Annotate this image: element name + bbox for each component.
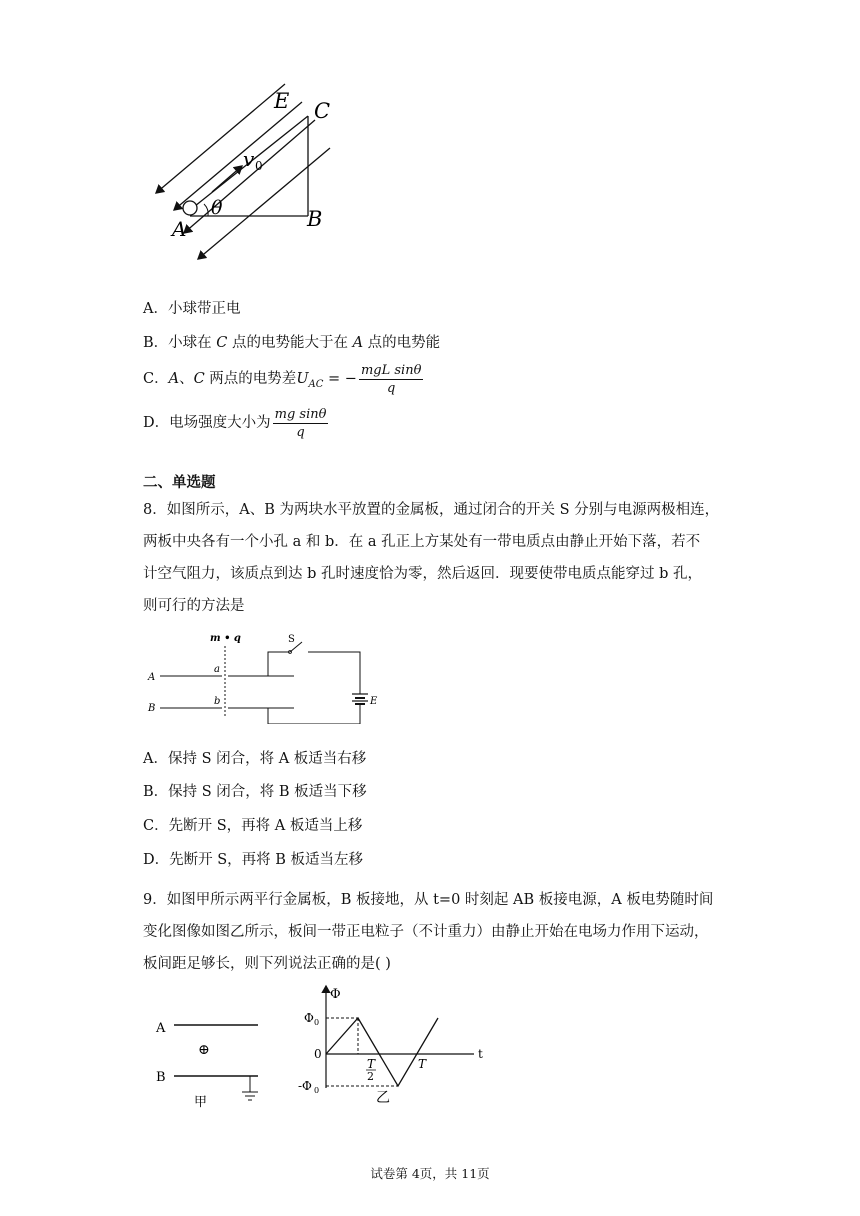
wire-b: [268, 704, 360, 724]
q7-option-c-var: A: [168, 371, 180, 387]
q9-line: 变化图像如图乙所示，板间一带正电粒子（不计重力）由静止开始在电场力作用下运动，: [143, 924, 709, 940]
label-E: E: [274, 89, 290, 113]
particle: ⊕: [198, 1042, 210, 1058]
q7-option-d: [143, 405, 328, 441]
label-zero: 0: [314, 1047, 322, 1061]
label-mq: m • q: [210, 633, 241, 644]
fraction-numerator: mg sinθ: [274, 406, 327, 422]
label-B: B: [307, 207, 323, 231]
label-T: T: [418, 1057, 427, 1071]
q7-option-b-var: C: [216, 335, 228, 351]
q7-option-b-var: A: [352, 335, 364, 351]
q7-option-c-text: 、: [179, 371, 194, 387]
q8-option-c: C．先断开 S，再将 A 板适当上移: [143, 818, 363, 834]
velocity-arrow: [212, 166, 242, 192]
label-T2-num: T: [367, 1057, 376, 1071]
figure-q9-plates: [150, 1010, 270, 1110]
wire-top: [308, 652, 360, 694]
q7-option-c-text: 两点的电势差: [204, 371, 297, 387]
q7-option-c-text: = −: [323, 371, 357, 387]
q9-stem: [143, 884, 723, 980]
label-neg-phi0: -Φ: [298, 1079, 312, 1093]
q8-stem: [143, 494, 723, 622]
fraction-numerator: mgL sinθ: [360, 362, 422, 378]
field-line: [174, 102, 302, 210]
q8-option-b: B．保持 S 闭合，将 B 板适当下移: [143, 784, 367, 800]
label-A: A: [148, 672, 156, 683]
fraction-denominator: q: [387, 380, 396, 396]
potential-curve: [326, 1018, 438, 1086]
q7-option-d-fraction: [273, 406, 329, 441]
q7-option-c-fraction: [359, 362, 423, 397]
q8-option-a: A．保持 S 闭合，将 A 板适当右移: [143, 751, 367, 767]
label-a: a: [214, 664, 220, 675]
q8-line: 则可行的方法是: [143, 598, 245, 614]
ball: [183, 201, 197, 215]
q8-line: 两板中央各有一个小孔 a 和 b．在 a 孔正上方某处有一带电质点由静止开始下落，若不: [143, 534, 701, 550]
q9-line: 板间距足够长，则下列说法正确的是( ): [143, 956, 391, 972]
q7-option-c: [143, 361, 423, 403]
label-theta: θ: [211, 197, 223, 219]
label-t: t: [478, 1047, 483, 1061]
label-E: E: [370, 696, 378, 707]
q7-option-d-text: D．电场强度大小为: [143, 415, 271, 431]
label-B: B: [148, 703, 156, 714]
field-line: [156, 84, 285, 193]
label-neg-phi0-sub: 0: [314, 1086, 320, 1095]
label-v-sub: 0: [255, 159, 263, 173]
section-heading: 二、单选题: [143, 475, 216, 491]
q7-option-c-var: C: [193, 371, 205, 387]
q7-option-c-text: C．: [143, 371, 169, 387]
figure-q8-circuit: [140, 628, 390, 724]
q8-line: 8．如图所示，A、B 为两块水平放置的金属板，通过闭合的开关 S 分别与电源两极相连，: [143, 502, 720, 518]
label-T2-den: 2: [367, 1070, 374, 1083]
label-S: S: [288, 634, 295, 645]
q7-option-b-text: B．小球在: [143, 335, 217, 351]
label-phi0: Φ: [304, 1011, 314, 1025]
label-b: b: [214, 696, 221, 707]
q7-option-c-var: U: [296, 371, 309, 387]
q8-line: 计空气阻力，该质点到达 b 孔时速度恰为零，然后返回．现要使带电质点能穿过 b 孔，: [143, 566, 702, 582]
q8-option-d: D．先断开 S，再将 B 板适当左移: [143, 852, 364, 868]
fraction-denominator: q: [296, 424, 305, 440]
q7-option-b: [143, 333, 440, 353]
label-C: C: [314, 99, 331, 123]
label-A: A: [172, 217, 187, 241]
q7-option-b-text: 点的电势能大于在: [227, 335, 353, 351]
label-B: B: [156, 1070, 166, 1085]
label-jia: 甲: [194, 1095, 208, 1110]
label-phi: Φ: [330, 987, 341, 1002]
page-footer: 试卷第 4页，共 11页: [370, 1166, 490, 1181]
q7-option-b-text: 点的电势能: [363, 335, 441, 351]
q7-option-a: A．小球带正电: [143, 301, 241, 317]
label-A: A: [156, 1021, 166, 1036]
label-phi0-sub: 0: [314, 1018, 320, 1027]
q9-line: 9．如图甲所示两平行金属板，B 板接地，从 t=0 时刻起 AB 板接电源，A 板电势随时间: [143, 892, 714, 908]
label-v: v: [243, 147, 255, 171]
wire-a: [268, 652, 290, 676]
figure-q7-incline: [140, 78, 350, 268]
label-yi: 乙: [376, 1090, 390, 1106]
figure-q9-graph: [288, 978, 498, 1106]
q7-option-c-sub: AC: [308, 378, 324, 390]
